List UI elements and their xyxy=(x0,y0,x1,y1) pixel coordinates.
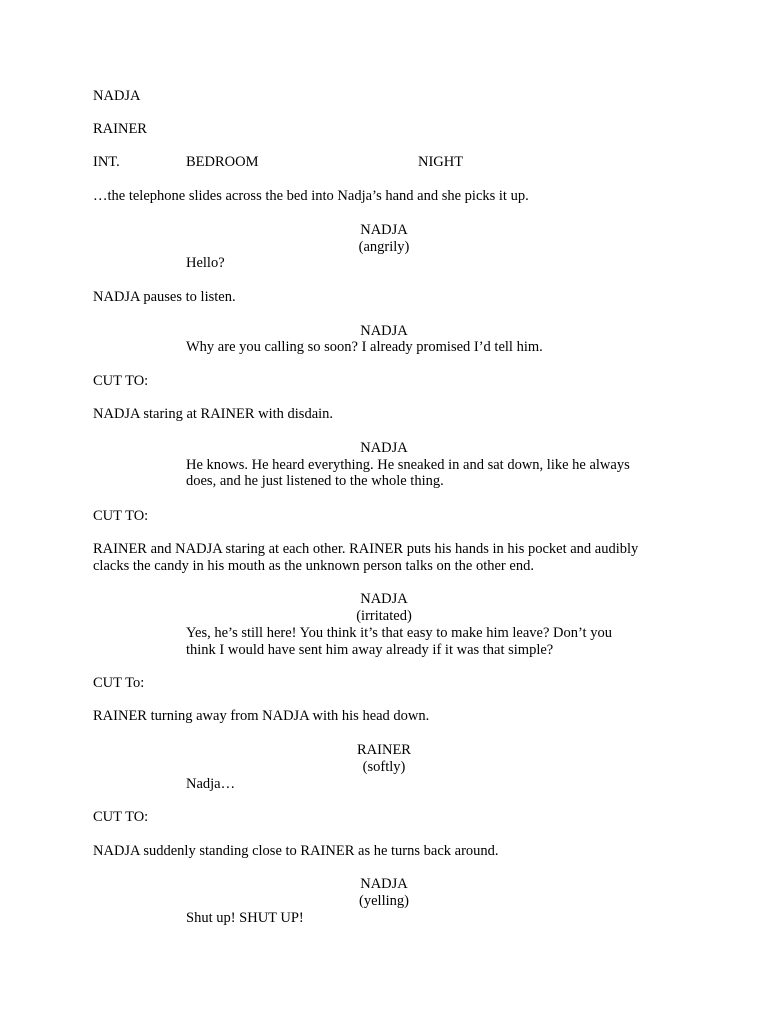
dialogue-line: does, and he just listened to the whole thing. xyxy=(186,473,444,489)
dialogue-line: Hello? xyxy=(186,255,225,271)
character-cue: NADJA xyxy=(360,222,408,238)
action-line: NADJA pauses to listen. xyxy=(93,289,236,305)
transition: CUT TO: xyxy=(93,809,149,825)
character-list-item: RAINER xyxy=(93,121,147,137)
action-line: RAINER turning away from NADJA with his head down. xyxy=(93,708,430,724)
action-line: NADJA suddenly standing close to RAINER as he turns back around. xyxy=(93,843,499,859)
dialogue-line: He knows. He heard everything. He sneaked in and sat down, like he always xyxy=(186,457,630,473)
character-cue: RAINER xyxy=(357,742,411,758)
dialogue-line: Nadja… xyxy=(186,776,236,792)
scene-heading-time: NIGHT xyxy=(418,154,464,170)
dialogue-line: Yes, he’s still here! You think it’s that easy to make him leave? Don’t you xyxy=(186,625,612,641)
transition: CUT TO: xyxy=(93,508,149,524)
character-list-item: NADJA xyxy=(93,88,141,104)
character-cue: NADJA xyxy=(360,323,408,339)
dialogue-line: Why are you calling so soon? I already promised I’d tell him. xyxy=(186,339,543,355)
action-line: RAINER and NADJA staring at each other. RAINER puts his hands in his pocket and audibly xyxy=(93,541,639,557)
action-line: NADJA staring at RAINER with disdain. xyxy=(93,406,334,422)
scene-heading-type: INT. xyxy=(93,154,120,170)
dialogue-line: Shut up! SHUT UP! xyxy=(186,910,304,926)
parenthetical: (softly) xyxy=(362,759,406,775)
character-cue: NADJA xyxy=(360,876,408,892)
transition: CUT TO: xyxy=(93,373,149,389)
parenthetical: (angrily) xyxy=(358,239,410,255)
dialogue-line: think I would have sent him away already if it was that simple? xyxy=(186,642,554,658)
action-line: …the telephone slides across the bed into Nadja’s hand and she picks it up. xyxy=(93,188,529,204)
character-cue: NADJA xyxy=(360,591,408,607)
parenthetical: (yelling) xyxy=(359,893,409,909)
transition: CUT To: xyxy=(93,675,145,691)
character-cue: NADJA xyxy=(360,440,408,456)
parenthetical: (irritated) xyxy=(356,608,412,624)
scene-heading-location: BEDROOM xyxy=(186,154,259,170)
action-line: clacks the candy in his mouth as the unknown person talks on the other end. xyxy=(93,558,534,574)
